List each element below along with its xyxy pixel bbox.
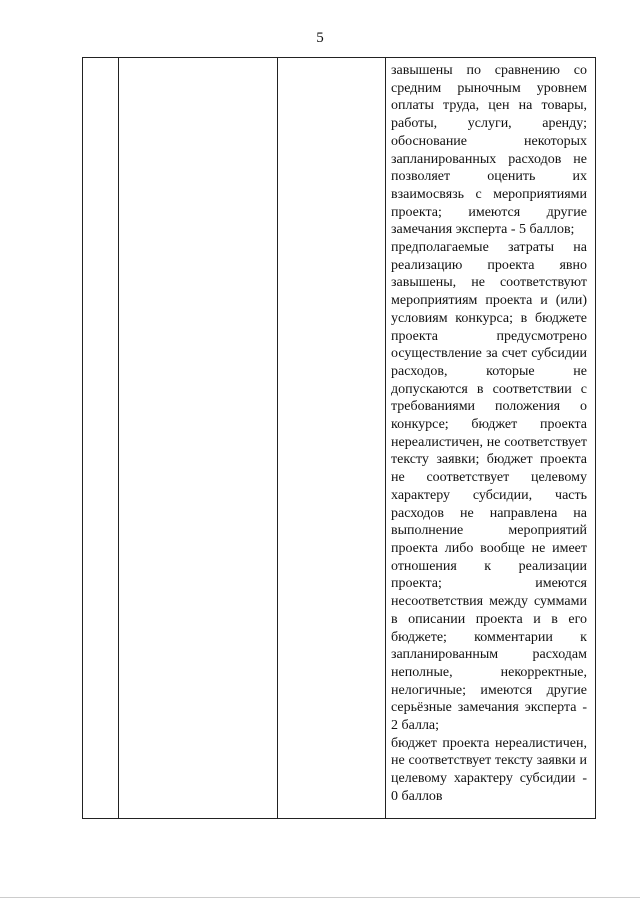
description-text — [391, 62, 587, 806]
table-cell-number — [83, 58, 119, 818]
page-number: 5 — [316, 30, 324, 46]
description-paragraph: бюджет проекта нереалистичен, не соответствует тексту заявки и целевому характеру субсидии - 0 баллов — [391, 735, 587, 804]
table-cell-criterion — [119, 58, 278, 818]
criteria-table — [82, 57, 596, 819]
table-cell-score — [278, 58, 386, 818]
page-edge-line — [0, 897, 640, 898]
table-cell-description — [386, 58, 595, 818]
description-paragraph: предполагаемые затраты на реализацию проекта явно завышены, не соответствуют мероприятиям проекта и (или) условиям конкурса; в бюджете проекта предусмотрено осуществление за счет субсидии расходов, которые не допускаются в соответствии с требованиями положения о конкурсе; бюджет проекта нереалистичен, не соответствует тексту заявки; бюджет проекта не соответствует целевому характеру субсидии, часть расходов не направлена на выполнение мероприятий проекта либо вообще не имеет отношения к реализации проекта; имеются несоответствия между суммами в описании проекта и в его бюджете; комментарии к запланированным расходам неполные, некорректные, нелогичные; имеются другие серьёзные замечания эксперта - 2 балла; — [391, 240, 587, 734]
description-paragraph: завышены по сравнению со средним рыночным уровнем оплаты труда, цен на товары, работы, услуги, аренду; обоснование некоторых запланированных расходов не позволяет оценить их взаимосвязь с мероприятиями проекта; имеются другие замечания эксперта - 5 баллов; — [391, 63, 587, 238]
